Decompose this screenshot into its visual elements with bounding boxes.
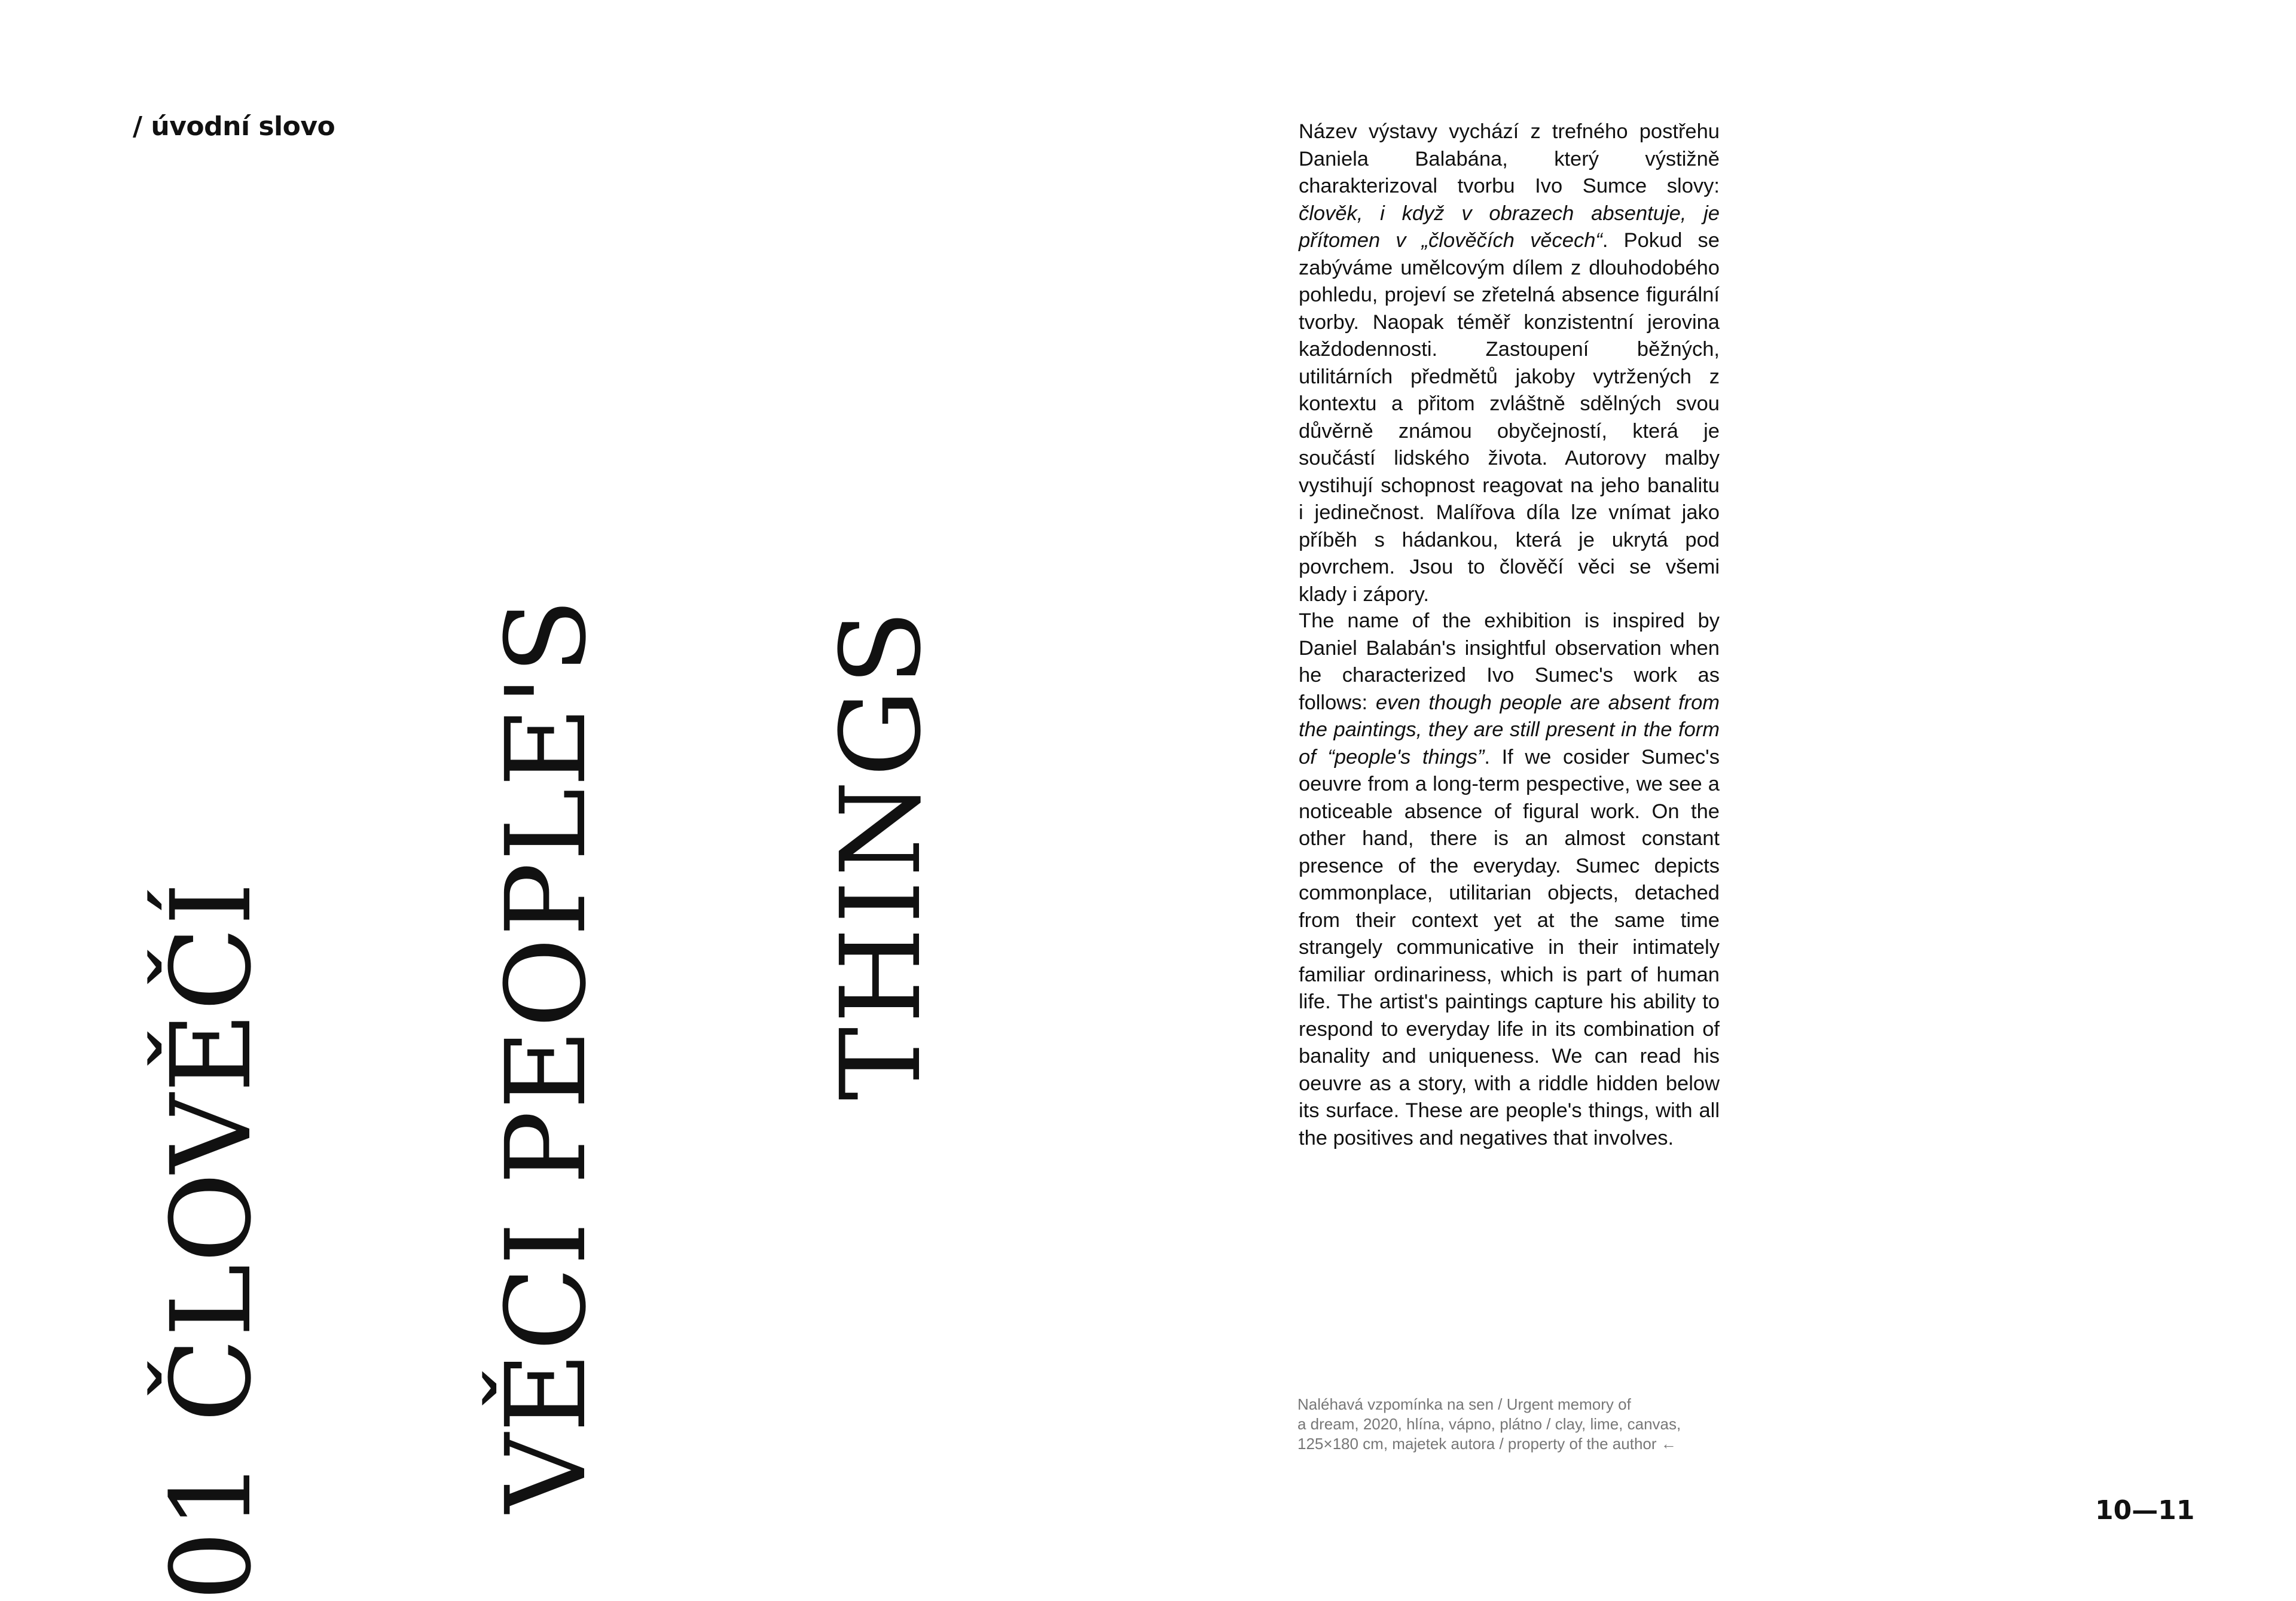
- image-caption: [1297, 1395, 1728, 1454]
- caption-line-3: 125×180 cm, majetek autora / property of the author ←: [1297, 1435, 1677, 1453]
- english-quote: even though people are absent from the paintings, they are still present in the form of “people's things”: [1299, 691, 1720, 769]
- title-line-2: VĚCI PEOPLE'S: [483, 597, 610, 1513]
- title-line-3: THINGS: [817, 606, 945, 1100]
- page-number: 10—11: [2095, 1495, 2195, 1526]
- caption-line-2: a dream, 2020, hlína, vápno, plátno / clay, lime, canvas,: [1297, 1415, 1681, 1433]
- czech-paragraph: [1299, 118, 1720, 608]
- czech-quote: člověk, i když v obrazech absentuje, je přítomen v „člověčích věcech“: [1299, 202, 1720, 252]
- czech-text-1: Název výstavy vychází z trefného postřehu Daniela Balabána, který výstižně charakterizoval tvorbu Ivo Sumce slovy:: [1299, 120, 1720, 197]
- caption-line-1: Naléhavá vzpomínka na sen / Urgent memory of: [1297, 1395, 1631, 1413]
- title-line-1: 01 ČLOVĚČÍ: [148, 881, 276, 1601]
- english-paragraph: [1299, 608, 1720, 1152]
- section-label: / úvodní slovo: [133, 111, 335, 142]
- czech-text-2: . Pokud se zabýváme umělcovým dílem z dlouhodobého pohledu, projeví se zřetelná absence figurální tvorby. Naopak téměř konzistentní jerovina každodennosti. Zastoupení běžných, utilitárních předmětů jakoby vytržených z kontextu a přitom zvláštně sdělných svou důvěrně známou obyčejností, která je součástí lidského života. Autorovy malby vystihují schopnost reagovat na jeho banalitu i jedinečnost. Malířova díla lze vnímat jako příběh s hádankou, která je ukrytá pod povrchem. Jsou to člověčí věci se všemi klady i zápory.: [1299, 229, 1720, 606]
- english-text-1: The name of the exhibition is inspired by Daniel Balabán's insightful observation when he characterized Ivo Sumec's work as follows:: [1299, 609, 1720, 714]
- english-text-2: . If we cosider Sumec's oeuvre from a long-term pespective, we see a noticeable absence of figural work. On the other hand, there is an almost constant presence of the everyday. Sumec depicts commonplace, utilitarian objects, detached from their context yet at the same time strangely communicative in their intimately familiar ordinariness, which is part of human life. The artist's paintings capture his ability to respond to everyday life in its combination of banality and uniqueness. We can read his oeuvre as a story, with a riddle hidden below its surface. These are people's things, with all the positives and negatives that involves.: [1299, 745, 1720, 1149]
